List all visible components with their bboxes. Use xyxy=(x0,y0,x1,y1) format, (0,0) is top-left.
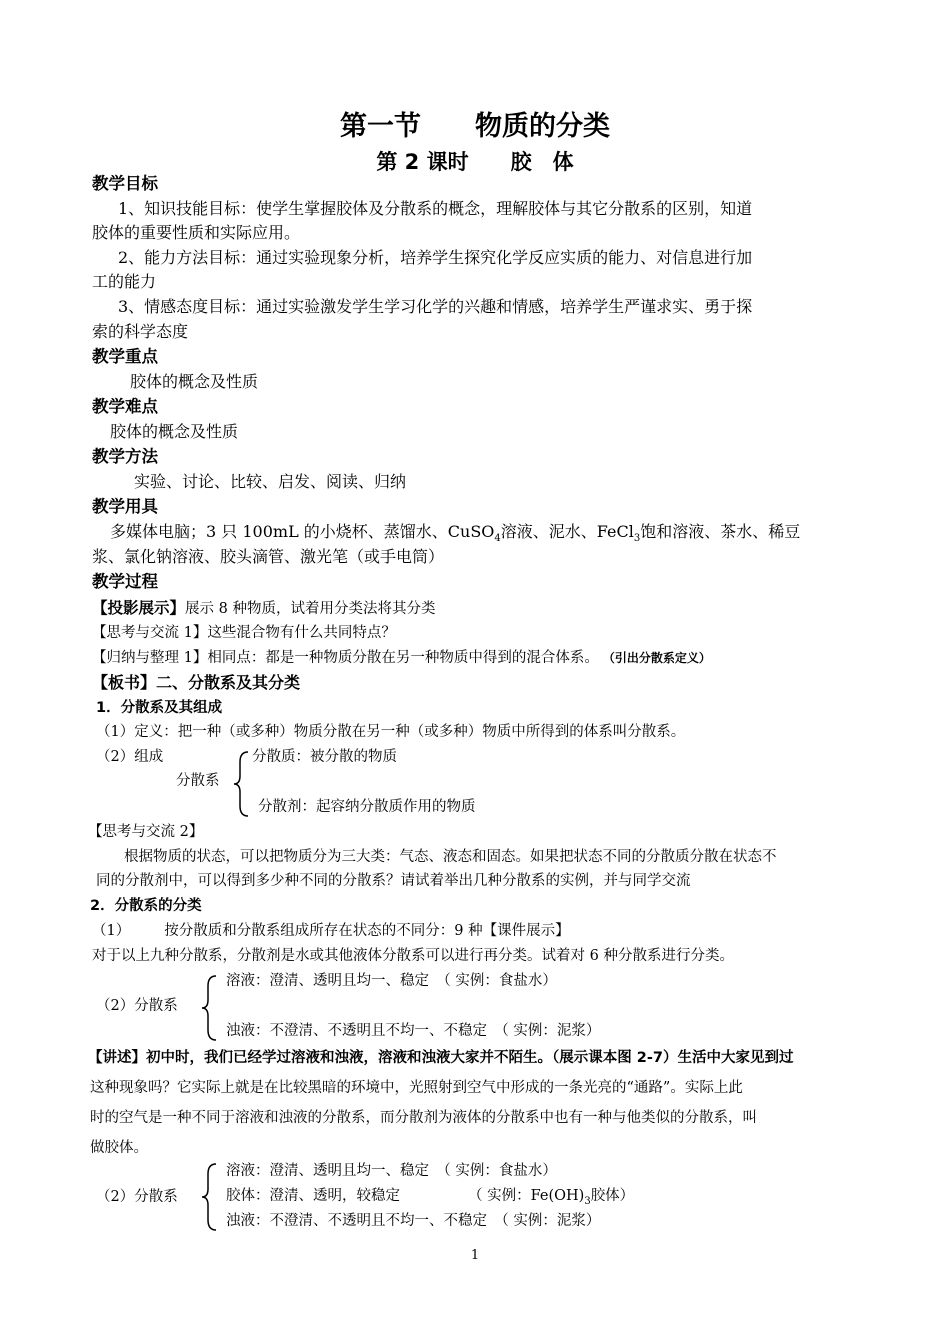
classification-3-brace-icon xyxy=(200,1162,220,1232)
classification-followup: 对于以上九种分散系，分散剂是水或其他液体分散系可以进行再分类。试着对 6 种分散系进行分类。 xyxy=(92,948,734,964)
goals-heading: 教学目标 xyxy=(92,174,158,193)
goal-3-line-1: 3、情感态度目标：通过实验激发学生学习化学的兴趣和情感，培养学生严谨求实、勇于探 xyxy=(118,297,753,316)
colloid-example-sub: 3 xyxy=(584,1195,591,1207)
colloid-example: （ 实例：Fe(OH) xyxy=(468,1188,585,1204)
projection-text: 展示 8 种物质，试着用分类法将其分类 xyxy=(185,601,436,617)
board-text: 二、分散系及其分类 xyxy=(156,673,301,692)
classification-1-line xyxy=(92,920,570,942)
tools-line-2: 浆、氯化钠溶液、胶头滴管、激光笔（或手电筒） xyxy=(92,547,445,566)
classification-solution: 溶液：澄清、透明且均一、稳定 （ 实例：食盐水） xyxy=(226,973,557,989)
classification-2-label: （2）分散系 xyxy=(96,998,178,1014)
classification-1-number: （1） xyxy=(92,923,131,939)
projection-tag: 【投影展示】 xyxy=(92,599,186,617)
lecture-line-1 xyxy=(88,1046,794,1070)
definition-line: （1）定义：把一种（或多种）物质分散在另一种（或多种）物质中所得到的体系叫分散系。 xyxy=(96,724,686,740)
tools-sub-1: 4 xyxy=(494,533,501,545)
summary-1-text: 【归纳与整理 1】相同点：都是一种物质分散在另一种物质中得到的混合体系。 xyxy=(92,650,599,666)
tools-sub-2: 3 xyxy=(633,533,641,545)
classification-suspension: 浊液：不澄清、不透明且不均一、不稳定 （ 实例：泥浆） xyxy=(226,1023,601,1039)
focus-text: 胶体的概念及性质 xyxy=(130,372,259,391)
classification-3-label: （2）分散系 xyxy=(96,1189,178,1205)
classification-1-text: 按分散质和分散系组成所存在状态的不同分：9 种【课件展示】 xyxy=(164,923,570,939)
page-subtitle: 第 2 课时 胶 体 xyxy=(376,150,574,174)
think-2-line-1: 根据物质的状态，可以把物质分为三大类：气态、液态和固态。如果把状态不同的分散质分散在状态不 xyxy=(124,849,777,865)
goal-2-line-1: 2、能力方法目标：通过实验现象分析，培养学生探究化学反应实质的能力、对信息进行加 xyxy=(118,248,753,267)
summary-1-note: （引出分散系定义） xyxy=(608,651,711,665)
classification-3-suspension: 浊液：不澄清、不透明且不均一、不稳定 （ 实例：泥浆） xyxy=(226,1213,601,1229)
lecture-line-2: 这种现象吗？它实际上就是在比较黑暗的环境中，光照射到空气中形成的一条光亮的“通路”。实际上此 xyxy=(90,1080,743,1096)
classification-3-colloid xyxy=(226,1185,634,1213)
lecture-tag: 【讲述】初中时，我们已经学过溶液和浊液，溶液和浊液大家并不陌生。（展示课本图 2-7）生活中大家见到过 xyxy=(88,1050,794,1066)
section-1-heading: 1．分散系及其组成 xyxy=(96,700,223,716)
lecture-line-4: 做胶体。 xyxy=(90,1140,148,1156)
colloid-example-end: 胶体） xyxy=(590,1188,635,1204)
page-title: 第一节 物质的分类 xyxy=(340,111,610,142)
summary-1-line xyxy=(92,647,711,669)
projection-line xyxy=(92,597,435,620)
process-heading: 教学过程 xyxy=(92,572,158,591)
difficulty-heading: 教学难点 xyxy=(92,397,158,416)
tools-heading: 教学用具 xyxy=(92,497,158,516)
think-1-line: 【思考与交流 1】这些混合物有什么共同特点？ xyxy=(92,625,396,641)
colloid-description: 胶体：澄清、透明，较稳定 xyxy=(226,1188,400,1204)
page-number: 1 xyxy=(470,1248,480,1263)
focus-heading: 教学重点 xyxy=(92,347,158,366)
classification-brace-icon xyxy=(200,974,220,1042)
think-2-tag: 【思考与交流 2】 xyxy=(88,824,204,840)
board-line xyxy=(92,672,300,694)
think-2-line-2: 同的分散剂中，可以得到多少种不同的分散系？请试着举出几种分散系的实例，并与同学交流 xyxy=(96,873,691,889)
tools-text-b: 溶液、泥水、FeCl xyxy=(500,522,634,541)
lecture-line-3: 时的空气是一种不同于溶液和浊液的分散系，而分散剂为液体的分散系中也有一种与他类似的分散系，叫 xyxy=(90,1110,757,1126)
composition-system-label: 分散系 xyxy=(176,773,220,789)
method-heading: 教学方法 xyxy=(92,447,158,466)
goal-1-line-2: 胶体的重要性质和实际应用。 xyxy=(92,223,301,242)
goal-1-line-1: 1、知识技能目标：使学生掌握胶体及分散系的概念，理解胶体与其它分散系的区别，知道 xyxy=(118,199,753,218)
method-text: 实验、讨论、比较、启发、阅读、归纳 xyxy=(134,472,407,491)
tools-text-c: 饱和溶液、茶水、稀豆 xyxy=(640,522,801,541)
composition-dispersion-medium: 分散剂：起容纳分散质作用的物质 xyxy=(258,799,476,815)
goal-3-line-2: 索的科学态度 xyxy=(92,322,189,341)
tools-text-a: 多媒体电脑；3 只 100mL 的小烧杯、蒸馏水、CuSO xyxy=(110,522,495,541)
classification-3-solution: 溶液：澄清、透明且均一、稳定 （ 实例：食盐水） xyxy=(226,1163,557,1179)
difficulty-text: 胶体的概念及性质 xyxy=(110,422,239,441)
composition-dispersed-phase: 分散质：被分散的物质 xyxy=(252,749,397,765)
composition-brace-icon xyxy=(232,750,252,818)
goal-2-line-2: 工的能力 xyxy=(92,272,157,291)
composition-label: （2）组成 xyxy=(96,749,164,765)
board-tag: 【板书】 xyxy=(92,673,157,692)
section-2-heading: 2．分散系的分类 xyxy=(90,898,202,914)
